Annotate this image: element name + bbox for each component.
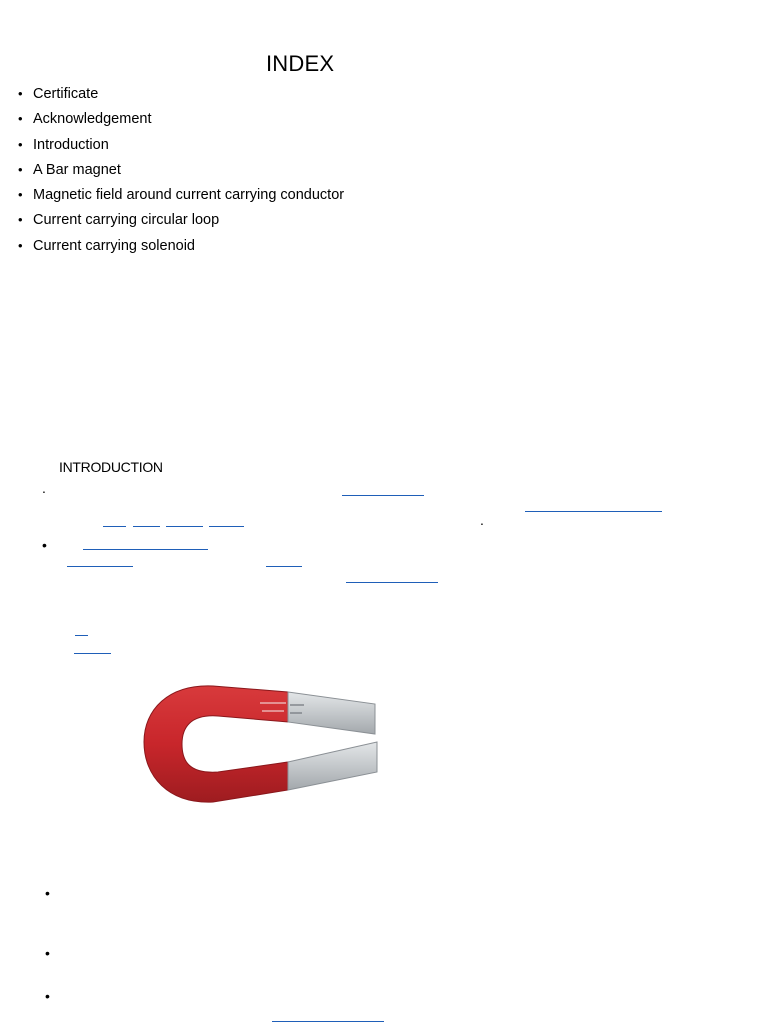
index-item-label: A Bar magnet: [33, 161, 121, 178]
hyperlink[interactable]: [103, 526, 126, 527]
hyperlink[interactable]: [166, 526, 203, 527]
hyperlink[interactable]: [209, 526, 244, 527]
index-list: [18, 84, 344, 261]
bullet-icon: •: [45, 945, 50, 961]
hyperlink[interactable]: [266, 566, 302, 567]
index-item: [18, 84, 344, 109]
index-item: [18, 109, 344, 134]
index-item: [18, 160, 344, 185]
hyperlink[interactable]: [342, 495, 424, 496]
bullet-icon: •: [18, 86, 23, 101]
hyperlink[interactable]: [74, 653, 111, 654]
bullet-icon: •: [45, 988, 50, 1004]
bullet-icon: •: [18, 111, 23, 127]
index-item-label: Magnetic field around current carrying conductor: [33, 187, 345, 204]
bullet-icon: •: [18, 187, 23, 203]
hyperlink[interactable]: [525, 511, 662, 512]
index-item: [18, 135, 344, 160]
page-title: INDEX: [266, 51, 335, 76]
index-item-label: Current carrying solenoid: [33, 237, 195, 254]
hyperlink[interactable]: [133, 526, 160, 527]
introduction-heading: INTRODUCTION: [59, 459, 163, 475]
hyperlink[interactable]: [83, 549, 208, 550]
bullet-icon: •: [42, 537, 47, 553]
index-item-label: Certificate: [33, 86, 99, 102]
index-item-label: Current carrying circular loop: [33, 212, 220, 229]
paragraph-dot: .: [480, 512, 484, 528]
hyperlink[interactable]: [75, 635, 88, 636]
bullet-icon: •: [18, 212, 23, 228]
index-item-label: Acknowledgement: [33, 111, 152, 128]
magnet-pole-bottom: [288, 742, 377, 790]
hyperlink[interactable]: [67, 566, 133, 567]
index-item: [18, 210, 344, 235]
bullet-icon: •: [18, 161, 23, 177]
bullet-icon: •: [18, 136, 23, 152]
index-item-label: Introduction: [33, 136, 109, 153]
bullet-icon: •: [18, 237, 23, 253]
index-item: [18, 236, 344, 261]
hyperlink[interactable]: [346, 582, 438, 583]
hyperlink[interactable]: [272, 1021, 384, 1022]
horseshoe-magnet-image: [138, 680, 388, 810]
paragraph-dot: .: [42, 480, 46, 496]
bullet-icon: •: [45, 885, 50, 901]
index-item: [18, 185, 344, 210]
